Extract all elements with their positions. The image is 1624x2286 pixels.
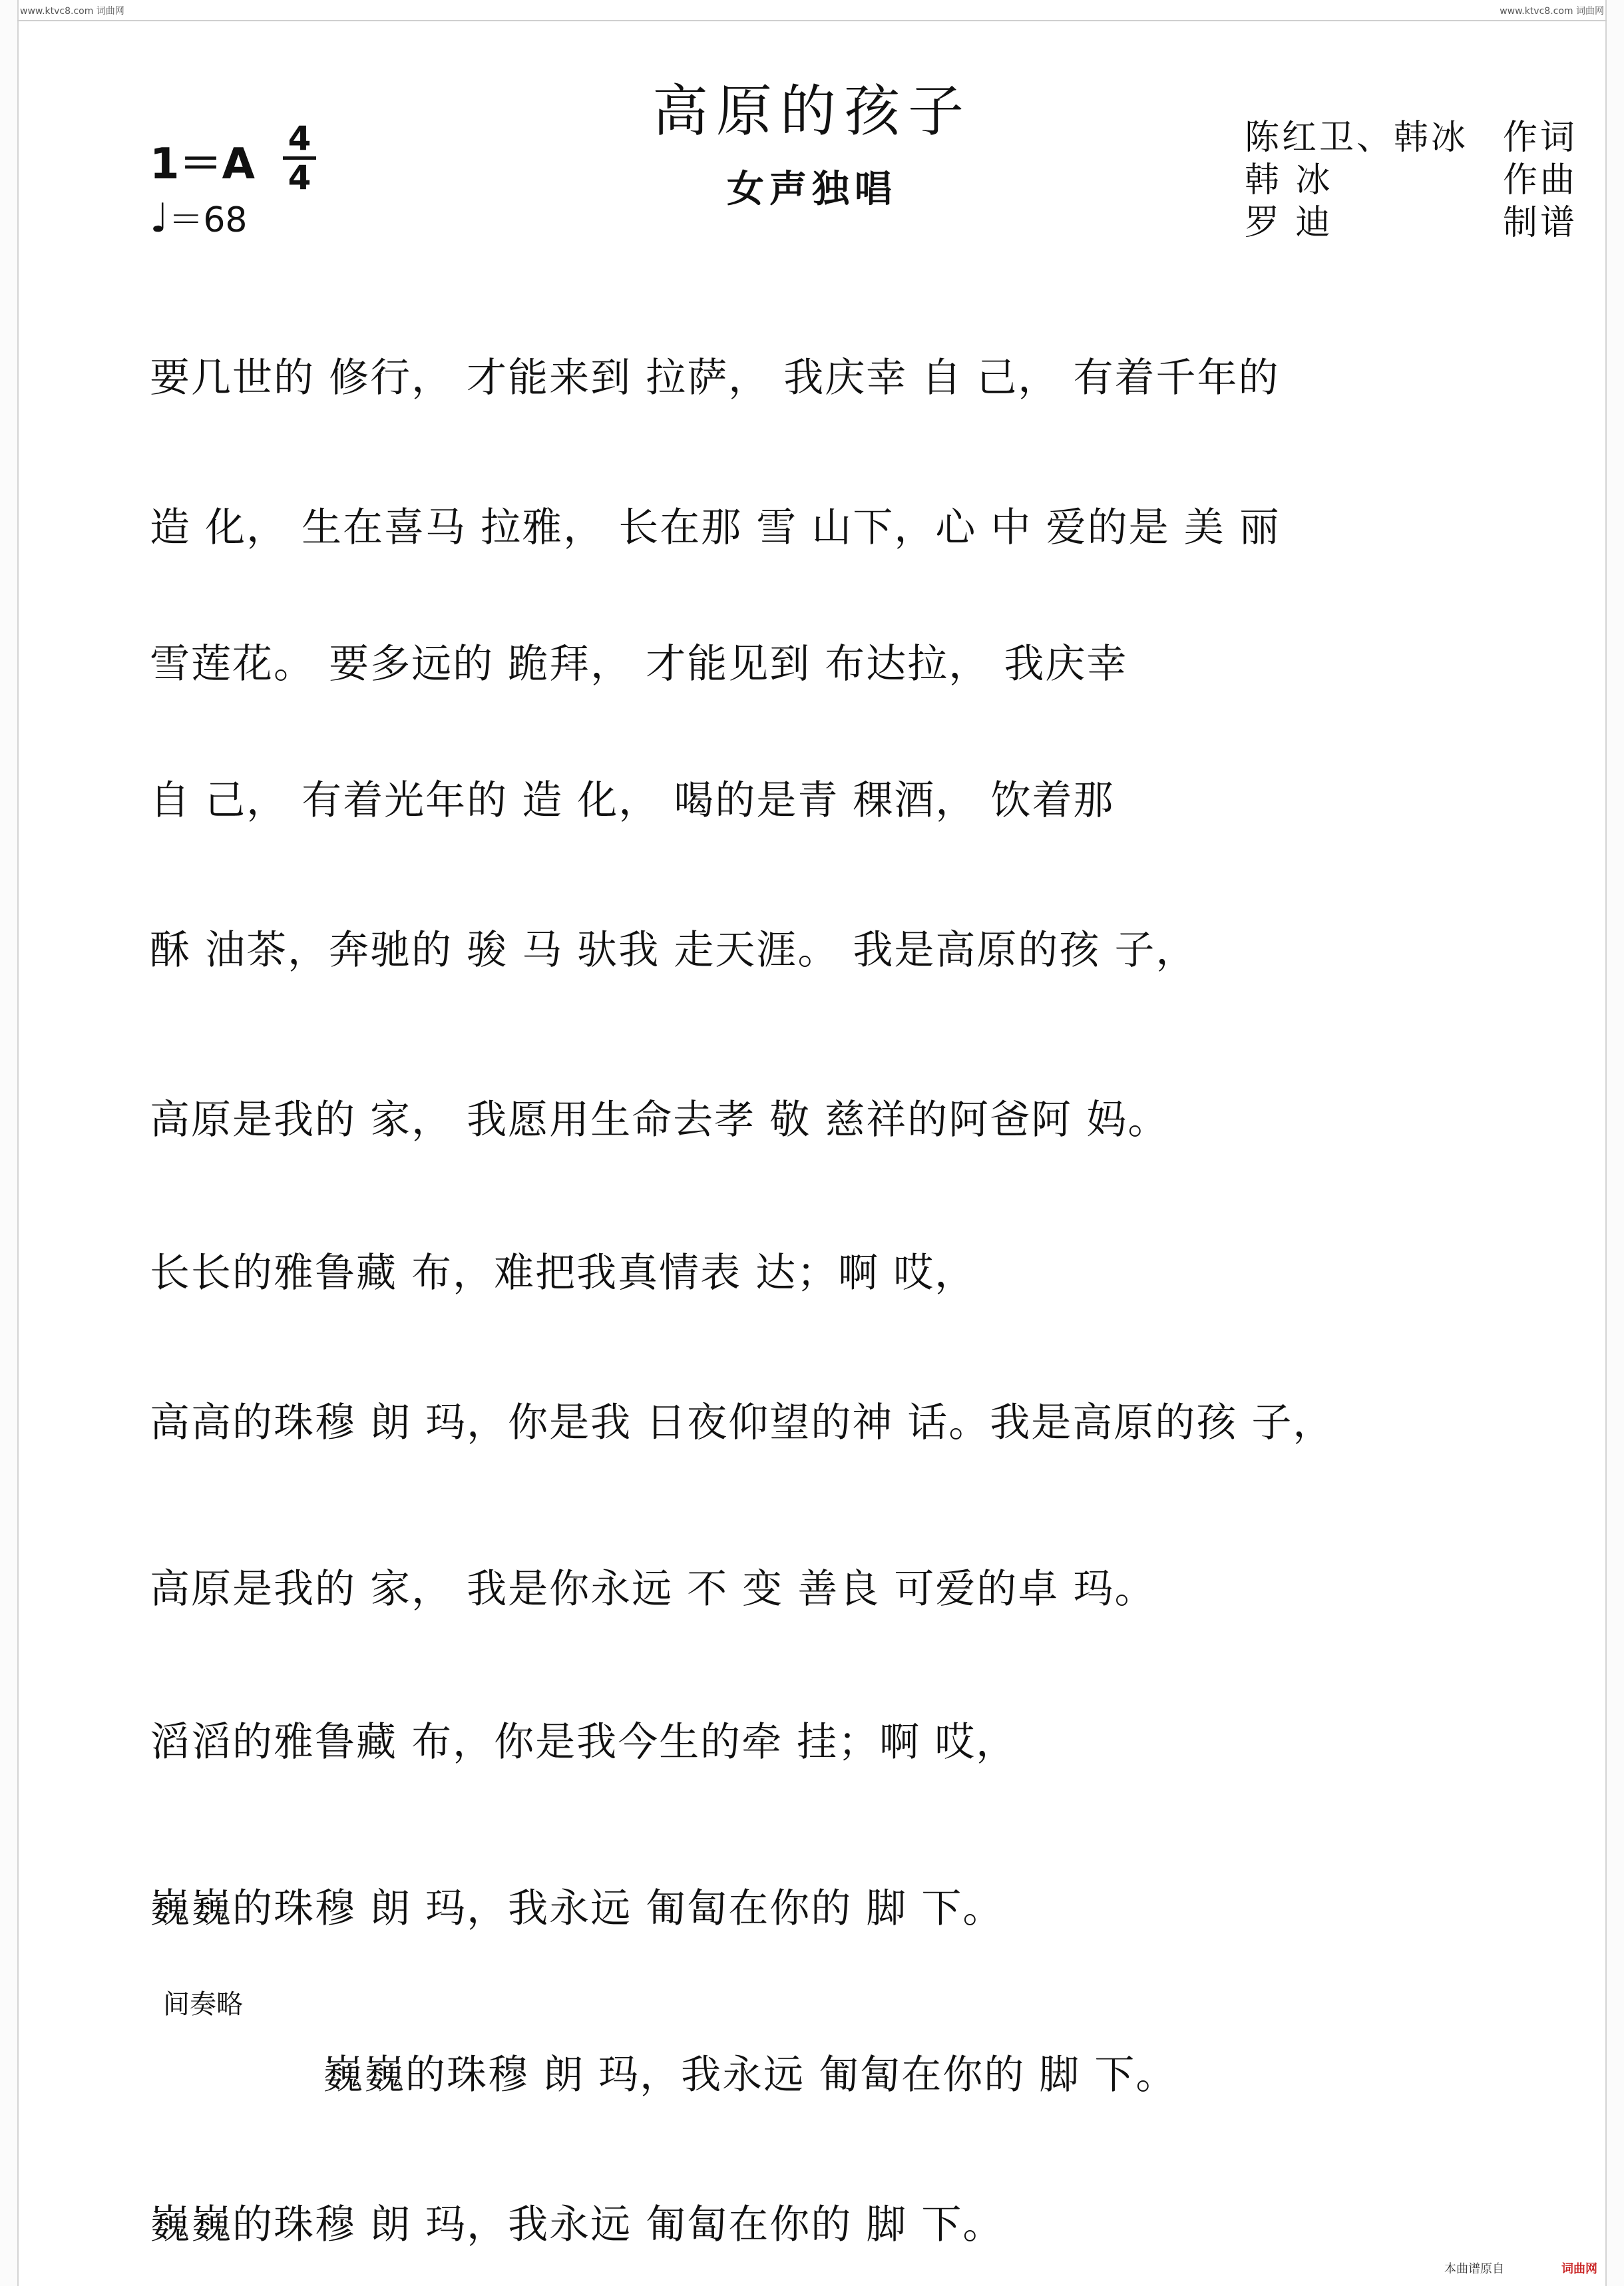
lyric-line-5: 酥 油茶，奔驰的 骏 马 驮我 走天涯。 我是高原的孩 子， — [150, 927, 1197, 974]
site-watermark-right: www.ktvc8.com 词曲网 — [1500, 6, 1604, 17]
source-note: 本曲谱原自 — [1444, 2262, 1504, 2276]
credit-role: 作词 — [1502, 118, 1577, 158]
lyric-line-9: 高原是我的 家， 我是你永远 不 变 善良 可爱的卓 玛。 — [150, 1566, 1156, 1613]
lyric-line-2: 造 化， 生在喜马 拉雅， 长在那 雪 山下，心 中 爱的是 美 丽 — [150, 504, 1281, 551]
lyric-line-7: 长长的雅鲁藏 布，难把我真情表 达；啊 哎， — [150, 1250, 976, 1296]
time-signature — [283, 119, 316, 197]
tempo-value: ＝68 — [168, 200, 248, 240]
lyric-line-13: 巍巍的珠穆 朗 玛，我永远 匍匐在你的 脚 下。 — [150, 2201, 1004, 2248]
tempo-marking — [150, 192, 247, 242]
credit-name: 陈红卫、韩冰 — [1245, 118, 1469, 158]
right-margin-strip — [1605, 0, 1624, 2286]
key-signature: 1＝A — [150, 140, 256, 189]
lyric-line-10: 滔滔的雅鲁藏 布，你是我今生的牵 挂；啊 哎， — [150, 1719, 1018, 1766]
left-margin-strip — [0, 0, 19, 2286]
time-signature-bottom: 4 — [288, 158, 311, 197]
credit-lyricist — [1245, 116, 1577, 159]
lyric-line-12: 巍巍的珠穆 朗 玛，我永远 匍匐在你的 脚 下。 — [323, 2052, 1177, 2098]
lyric-line-6: 高原是我的 家， 我愿用生命去孝 敬 慈祥的阿爸阿 妈。 — [150, 1097, 1169, 1143]
brand-logo: 词曲网 — [1561, 2262, 1597, 2276]
quarter-note-icon: ♩ — [150, 195, 169, 242]
lyric-line-4: 自 己， 有着光年的 造 化， 喝的是青 稞酒， 饮着那 — [150, 777, 1115, 824]
credits-block — [1245, 116, 1577, 244]
lyric-line-3: 雪莲花。 要多远的 跪拜， 才能见到 布达拉， 我庆幸 — [150, 641, 1128, 687]
interlude-label: 间奏略 — [163, 1989, 243, 2020]
lyric-line-11: 巍巍的珠穆 朗 玛，我永远 匍匐在你的 脚 下。 — [150, 1885, 1004, 1932]
lyric-line-1: 要几世的 修行， 才能来到 拉萨， 我庆幸 自 己， 有着千年的 — [150, 355, 1280, 401]
top-rule — [17, 20, 1607, 21]
credit-name: 韩 冰 — [1245, 160, 1333, 200]
lyric-line-8: 高高的珠穆 朗 玛，你是我 日夜仰望的神 话。我是高原的孩 子， — [150, 1400, 1334, 1446]
song-subtitle: 女声独唱 — [727, 167, 897, 211]
credit-role: 制谱 — [1502, 203, 1577, 243]
song-title: 高原的孩子 — [652, 79, 972, 144]
time-signature-top: 4 — [288, 119, 311, 158]
credit-arranger — [1245, 202, 1577, 244]
credit-role: 作曲 — [1502, 160, 1577, 200]
credit-composer — [1245, 159, 1577, 202]
credit-name: 罗 迪 — [1245, 203, 1333, 243]
site-watermark-left: www.ktvc8.com 词曲网 — [20, 6, 124, 17]
